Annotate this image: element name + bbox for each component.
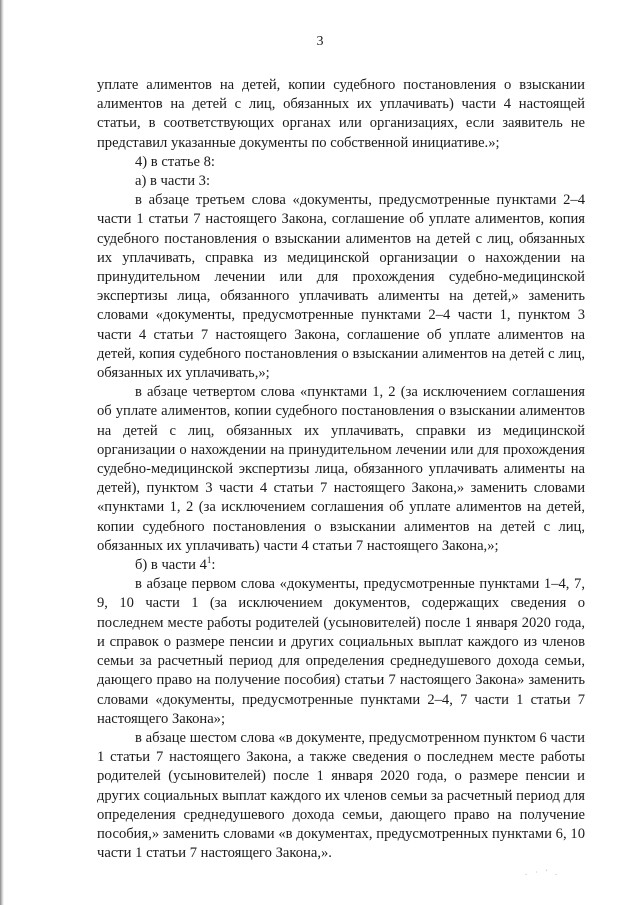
- item-b-heading: [97, 556, 585, 575]
- paragraph-sixth: в абзаце шестом слова «в документе, предусмотренном пунктом 6 части 1 статьи 7 настоящего Закона, а также сведения о последнем месте работы родителей (усыновителей) после 1 января 2020 года, о размере пенсии и других социальных выплат каждого их членов семьи за расчетный период для определения среднедушевого дохода семьи, дающего право на получение пособия,» заменить словами «в документах, предусмотренных пунктами 6, 10 части 1 статьи 7 настоящего Закона,».: [97, 729, 585, 862]
- document-body: [97, 76, 585, 863]
- item-b-superscript: 1: [206, 555, 212, 566]
- paragraph-third: в абзаце третьем слова «документы, предусмотренные пунктами 2–4 части 1 статьи 7 настоящего Закона, соглашение об уплате алиментов, копия судебного постановления о взыскании алиментов на детей с лиц, обязанных их уплачивать, справка из медицинской организации о нахождении на принудительном лечении или для прохождения судебно-медицинской экспертизы лица, обязанного уплачивать алименты на детей,» заменить словами «документы, предусмотренные пунктами 2–4 части 1, пунктом 3 части 4 статьи 7 настоящего Закона, соглашение об уплате алиментов на детей, копия судебного постановления о взыскании алиментов на детей с лиц, обязанных их уплачивать,»;: [97, 192, 585, 382]
- paragraph-fourth: в абзаце четвертом слова «пунктами 1, 2 (за исключением соглашения об уплате алиментов, копии судебного постановления о взыскании алиментов на детей с лиц, обязанных их уплачивать, справки из медицинской организации о нахождении на принудительном лечении или для прохождения судебно-медицинской экспертизы лица, обязанного уплачивать алименты на детей), пунктом 3 части 4 статьи 7 настоящего Закона,» заменить словами «пунктами 1, 2 (за исключением соглашения об уплате алиментов на детей, копии судебного постановления о взыскании алиментов на детей с лиц, обязанных их уплачивать) части 4 статьи 7 настоящего Закона,»;: [97, 384, 585, 554]
- item-b-text: б) в части 4: [135, 557, 207, 574]
- item-a-heading: а) в части 3:: [135, 173, 211, 190]
- page-number: 3: [316, 34, 324, 49]
- scan-specks: . · ' .: [525, 868, 561, 877]
- paragraph-first: в абзаце первом слова «документы, предусмотренные пунктами 1–4, 7, 9, 10 части 1 (за исключением документов, содержащих сведения о последнем месте работы родителей (усыновителей) после 1 января 2020 года, и справок о размере пенсии и других социальных выплат каждого из членов семьи за расчетный период для определения среднедушевого дохода семьи, дающего право на получение пособия) статьи 7 настоящего Закона» заменить словами «документы, предусмотренные пунктами 2–4, 7 части 1 статьи 7 настоящего Закона»;: [97, 576, 585, 727]
- item-b-suffix: :: [211, 557, 216, 574]
- paragraph-continuation: уплате алиментов на детей, копии судебного постановления о взыскании алиментов на детей с лиц, обязанных их уплачивать) части 4 настоящей статьи, в соответствующих органах или организациях, если заявитель не представил указанные документы по собственной инициативе.»;: [97, 77, 585, 151]
- scan-edge: [0, 0, 4, 905]
- item-4-heading: 4) в статье 8:: [135, 153, 215, 170]
